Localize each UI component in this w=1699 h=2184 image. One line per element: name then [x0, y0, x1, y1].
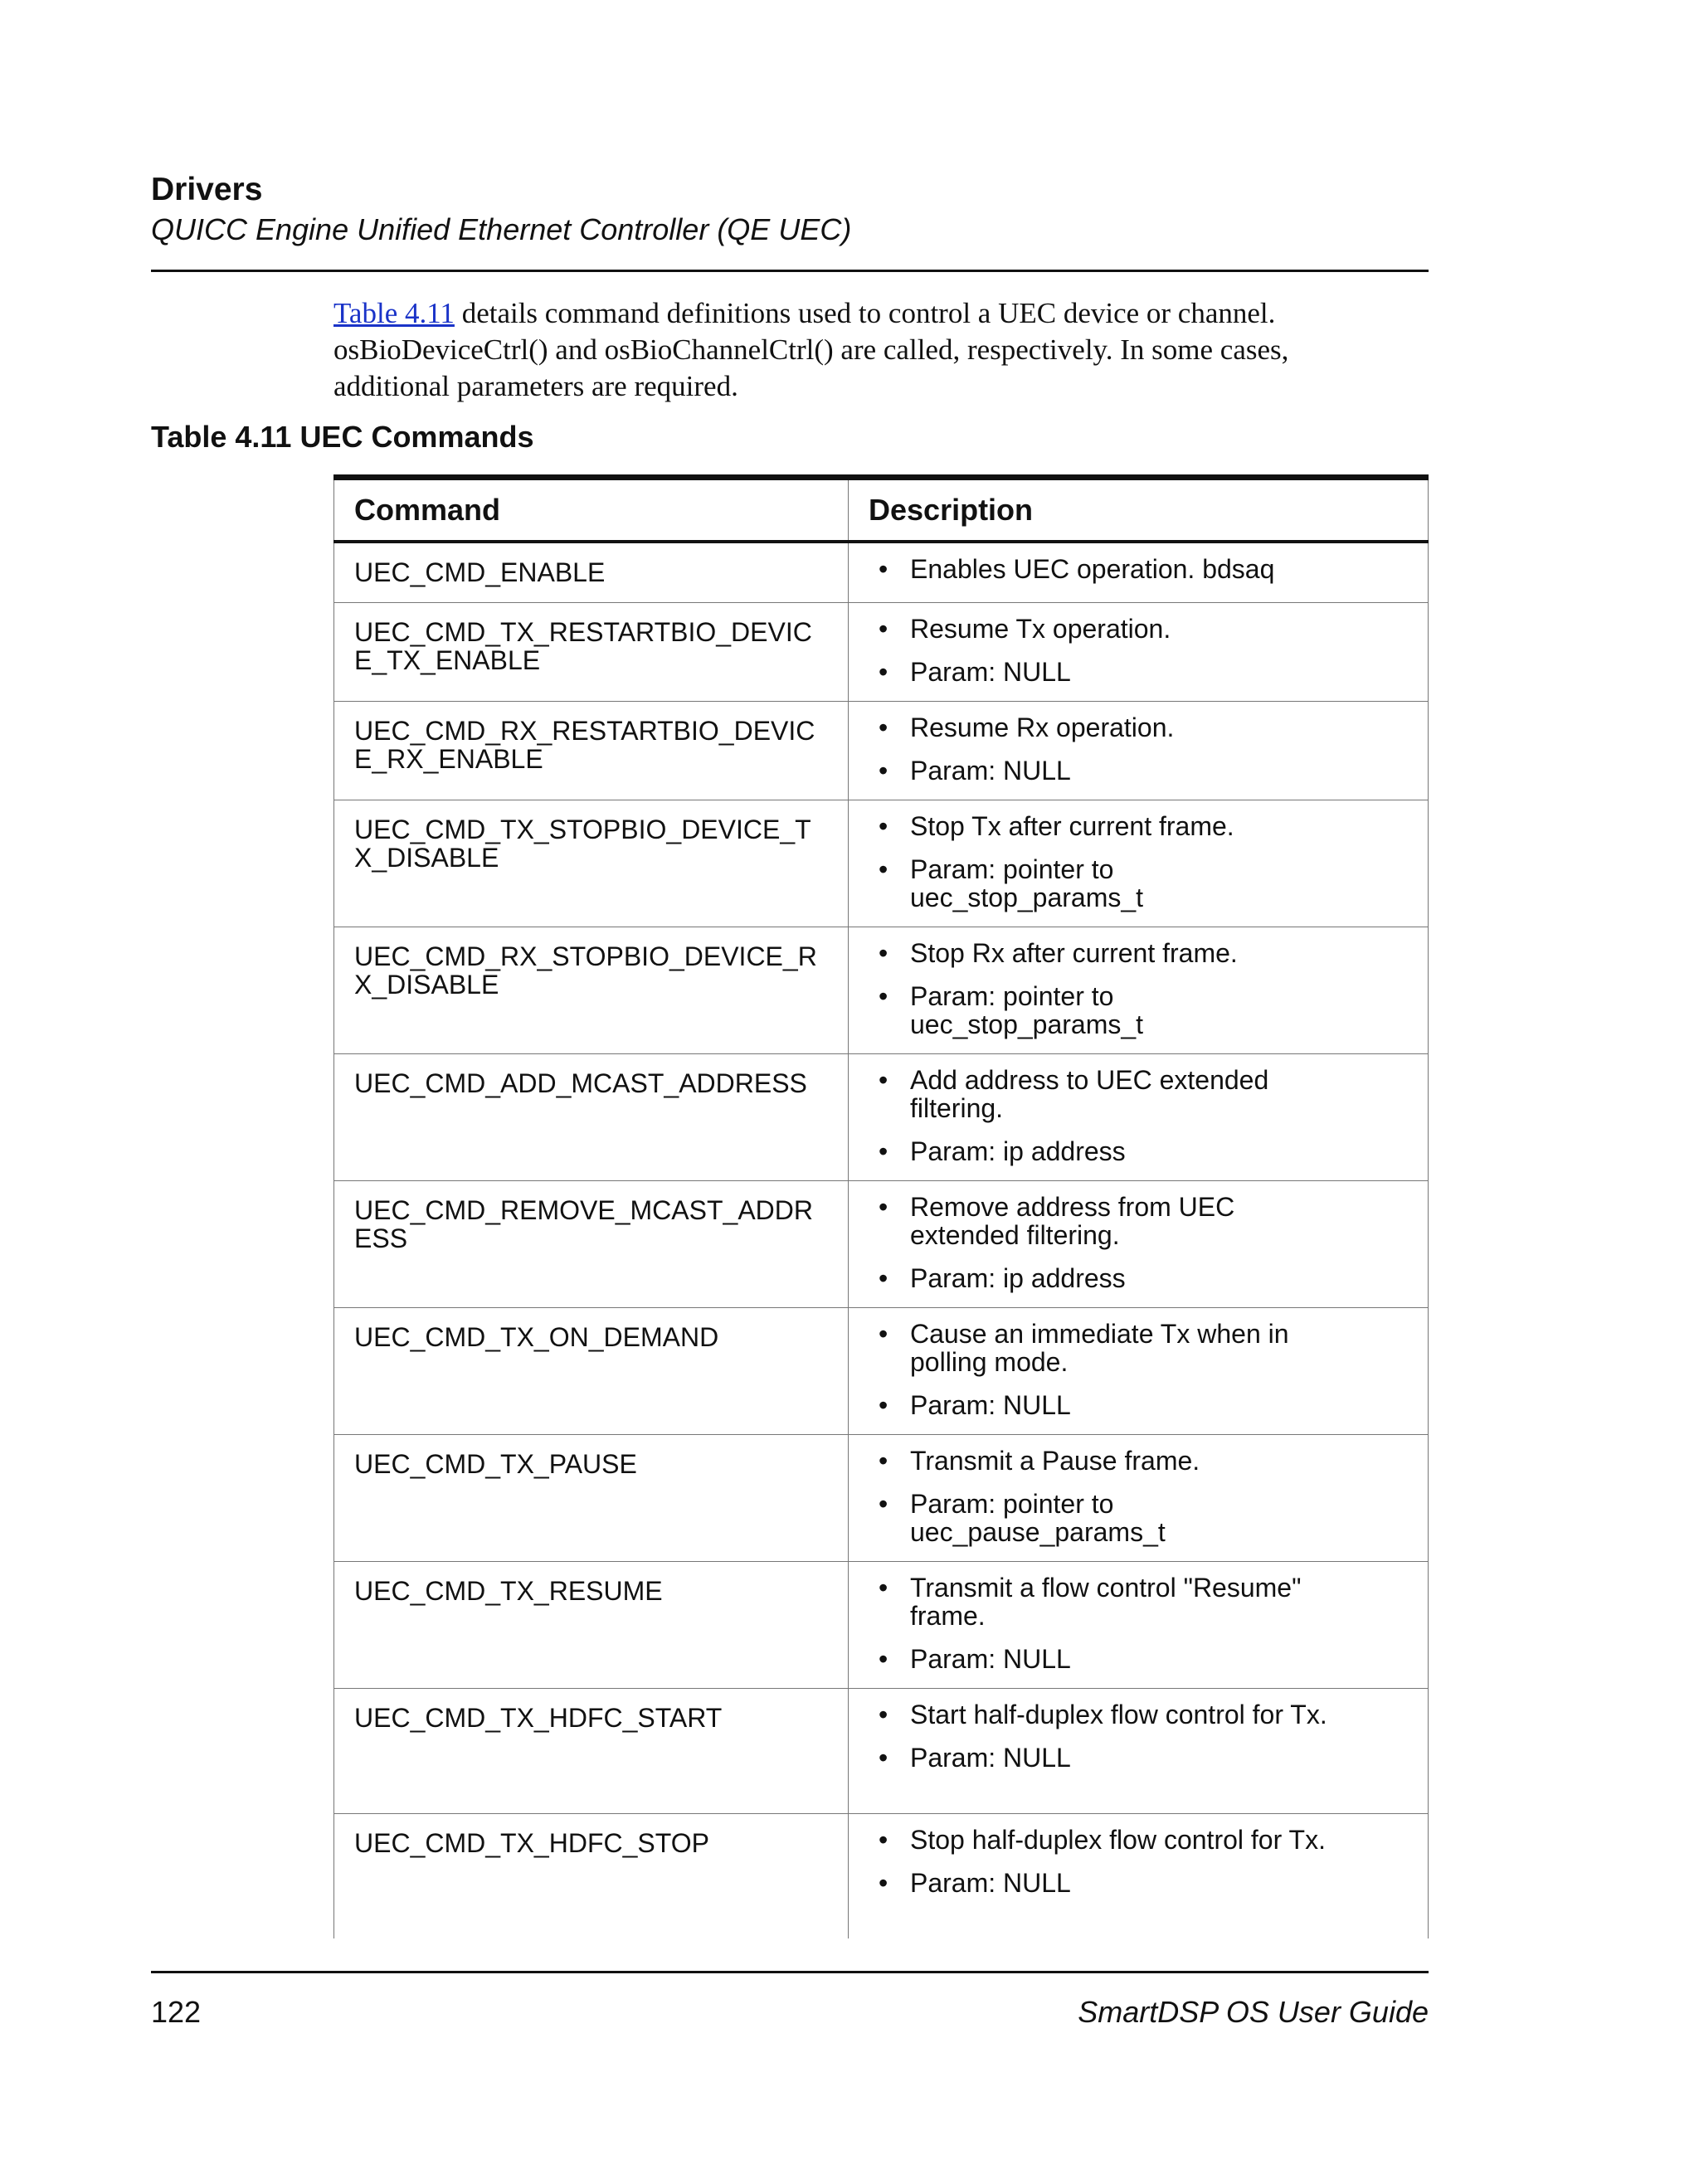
description-bullet — [869, 1391, 1333, 1419]
bullet-text: Start half-duplex flow control for Tx. — [910, 1699, 1327, 1729]
command-cell: UEC_CMD_TX_HDFC_STOP — [334, 1813, 849, 1938]
bullet-icon: • — [879, 613, 888, 644]
description-bullet — [869, 1264, 1333, 1292]
bullet-icon: • — [879, 712, 888, 742]
command-cell: UEC_CMD_ADD_MCAST_ADDRESS — [334, 1053, 849, 1180]
header-command: Command — [334, 478, 849, 542]
bullet-icon: • — [879, 1572, 888, 1603]
description-list — [869, 713, 1408, 785]
intro-line-2: osBioDeviceCtrl() and osBioChannelCtrl() are called, respectively. In some cases, — [333, 333, 1289, 366]
bullet-icon: • — [879, 1742, 888, 1773]
description-list — [869, 1826, 1408, 1897]
description-list — [869, 1193, 1408, 1292]
description-bullet — [869, 855, 1333, 912]
bullet-icon: • — [879, 1643, 888, 1674]
description-list — [869, 555, 1408, 583]
bullet-text: Transmit a flow control "Resume" frame. — [910, 1572, 1302, 1631]
bullet-icon: • — [879, 755, 888, 786]
table-row — [334, 542, 1429, 602]
table-ref-link[interactable]: Table 4.11 — [333, 297, 455, 329]
table-row — [334, 701, 1429, 800]
command-cell: UEC_CMD_TX_PAUSE — [334, 1434, 849, 1561]
description-cell — [849, 1561, 1429, 1688]
bullet-icon: • — [879, 937, 888, 968]
description-cell — [849, 927, 1429, 1053]
description-cell — [849, 602, 1429, 701]
bullet-icon: • — [879, 980, 888, 1011]
description-cell — [849, 1688, 1429, 1813]
bullet-text: Param: pointer to uec_stop_params_t — [910, 980, 1144, 1039]
description-list — [869, 1700, 1408, 1772]
bullet-text: Stop half-duplex flow control for Tx. — [910, 1824, 1326, 1855]
description-list — [869, 1066, 1408, 1165]
description-cell — [849, 1180, 1429, 1307]
bullet-text: Enables UEC operation. bdsaq — [910, 554, 1275, 584]
description-cell — [849, 542, 1429, 602]
bullet-icon: • — [879, 554, 888, 584]
bullet-text: Param: NULL — [910, 1867, 1071, 1898]
description-bullet — [869, 1869, 1333, 1897]
bullet-text: Resume Rx operation. — [910, 712, 1175, 742]
bullet-icon: • — [879, 1699, 888, 1729]
bullet-text: Param: NULL — [910, 1742, 1071, 1773]
page-header — [151, 171, 1429, 249]
section-subtitle: QUICC Engine Unified Ethernet Controller (QE UEC) — [151, 212, 852, 246]
description-bullet — [869, 939, 1333, 967]
description-bullet — [869, 1447, 1333, 1475]
header-rule — [151, 270, 1429, 272]
header-description: Description — [849, 478, 1429, 542]
bullet-text: Resume Tx operation. — [910, 613, 1171, 644]
command-cell: UEC_CMD_TX_ON_DEMAND — [334, 1307, 849, 1434]
command-cell: UEC_CMD_TX_HDFC_START — [334, 1688, 849, 1813]
table-row — [334, 1434, 1429, 1561]
bullet-text: Param: pointer to uec_stop_params_t — [910, 854, 1144, 912]
commands-table — [333, 474, 1429, 1938]
bullet-icon: • — [879, 854, 888, 884]
bullet-text: Param: NULL — [910, 656, 1071, 687]
description-list — [869, 1574, 1408, 1673]
description-bullet — [869, 615, 1333, 643]
description-cell — [849, 1434, 1429, 1561]
bullet-text: Param: ip address — [910, 1262, 1126, 1293]
description-cell — [849, 1053, 1429, 1180]
bullet-icon: • — [879, 1318, 888, 1349]
bullet-text: Cause an immediate Tx when in polling mode. — [910, 1318, 1289, 1377]
table-header-row — [334, 478, 1429, 542]
description-bullet — [869, 1193, 1333, 1249]
description-bullet — [869, 982, 1333, 1038]
description-bullet — [869, 1320, 1333, 1376]
description-list — [869, 812, 1408, 912]
table-row — [334, 1307, 1429, 1434]
description-bullet — [869, 555, 1333, 583]
table-row — [334, 1561, 1429, 1688]
intro-line-1: details command definitions used to control a UEC device or channel. — [454, 297, 1276, 329]
table-row — [334, 927, 1429, 1053]
description-cell — [849, 1813, 1429, 1938]
description-list — [869, 1447, 1408, 1546]
command-cell: UEC_CMD_RX_RESTARTBIO_DEVICE_RX_ENABLE — [334, 701, 849, 800]
bullet-icon: • — [879, 1136, 888, 1166]
table-row — [334, 1813, 1429, 1938]
bullet-text: Param: NULL — [910, 1643, 1071, 1674]
bullet-icon: • — [879, 1262, 888, 1293]
description-list — [869, 939, 1408, 1038]
description-bullet — [869, 1826, 1333, 1854]
bullet-text: Transmit a Pause frame. — [910, 1445, 1200, 1476]
description-cell — [849, 800, 1429, 927]
command-cell: UEC_CMD_TX_RESTARTBIO_DEVICE_TX_ENABLE — [334, 602, 849, 701]
footer-rule — [151, 1971, 1429, 1973]
description-bullet — [869, 1574, 1333, 1630]
description-bullet — [869, 812, 1333, 840]
bullet-text: Remove address from UEC extended filtering. — [910, 1191, 1235, 1250]
table-row — [334, 602, 1429, 701]
bullet-icon: • — [879, 1488, 888, 1519]
bullet-text: Param: ip address — [910, 1136, 1126, 1166]
bullet-icon: • — [879, 1191, 888, 1222]
description-bullet — [869, 1137, 1333, 1165]
description-cell — [849, 1307, 1429, 1434]
bullet-text: Param: NULL — [910, 1389, 1071, 1420]
description-list — [869, 1320, 1408, 1419]
section-title: Drivers — [151, 172, 263, 207]
bullet-icon: • — [879, 1445, 888, 1476]
command-cell: UEC_CMD_ENABLE — [334, 542, 849, 602]
table-caption: Table 4.11 UEC Commands — [151, 420, 534, 454]
description-bullet — [869, 1490, 1333, 1546]
table-row — [334, 1053, 1429, 1180]
bullet-icon: • — [879, 1389, 888, 1420]
bullet-icon: • — [879, 1867, 888, 1898]
description-cell — [849, 701, 1429, 800]
page-number: 122 — [151, 1995, 202, 2029]
intro-paragraph — [333, 295, 1404, 405]
command-cell: UEC_CMD_REMOVE_MCAST_ADDRESS — [334, 1180, 849, 1307]
table-row — [334, 800, 1429, 927]
description-bullet — [869, 1066, 1333, 1122]
description-list — [869, 615, 1408, 686]
table-row — [334, 1688, 1429, 1813]
bullet-icon: • — [879, 656, 888, 687]
bullet-icon: • — [879, 1824, 888, 1855]
description-bullet — [869, 658, 1333, 686]
intro-line-3: additional parameters are required. — [333, 370, 738, 402]
command-cell: UEC_CMD_TX_STOPBIO_DEVICE_TX_DISABLE — [334, 800, 849, 927]
bullet-text: Param: NULL — [910, 755, 1071, 786]
description-bullet — [869, 756, 1333, 785]
command-cell: UEC_CMD_TX_RESUME — [334, 1561, 849, 1688]
guide-title: SmartDSP OS User Guide — [1078, 1995, 1429, 2029]
description-bullet — [869, 1700, 1333, 1729]
description-bullet — [869, 1744, 1333, 1772]
command-cell: UEC_CMD_RX_STOPBIO_DEVICE_RX_DISABLE — [334, 927, 849, 1053]
bullet-text: Add address to UEC extended filtering. — [910, 1064, 1269, 1123]
bullet-icon: • — [879, 1064, 888, 1095]
description-bullet — [869, 1645, 1333, 1673]
table-row — [334, 1180, 1429, 1307]
bullet-text: Stop Rx after current frame. — [910, 937, 1238, 968]
bullet-text: Stop Tx after current frame. — [910, 810, 1234, 841]
bullet-icon: • — [879, 810, 888, 841]
description-bullet — [869, 713, 1333, 742]
bullet-text: Param: pointer to uec_pause_params_t — [910, 1488, 1166, 1547]
